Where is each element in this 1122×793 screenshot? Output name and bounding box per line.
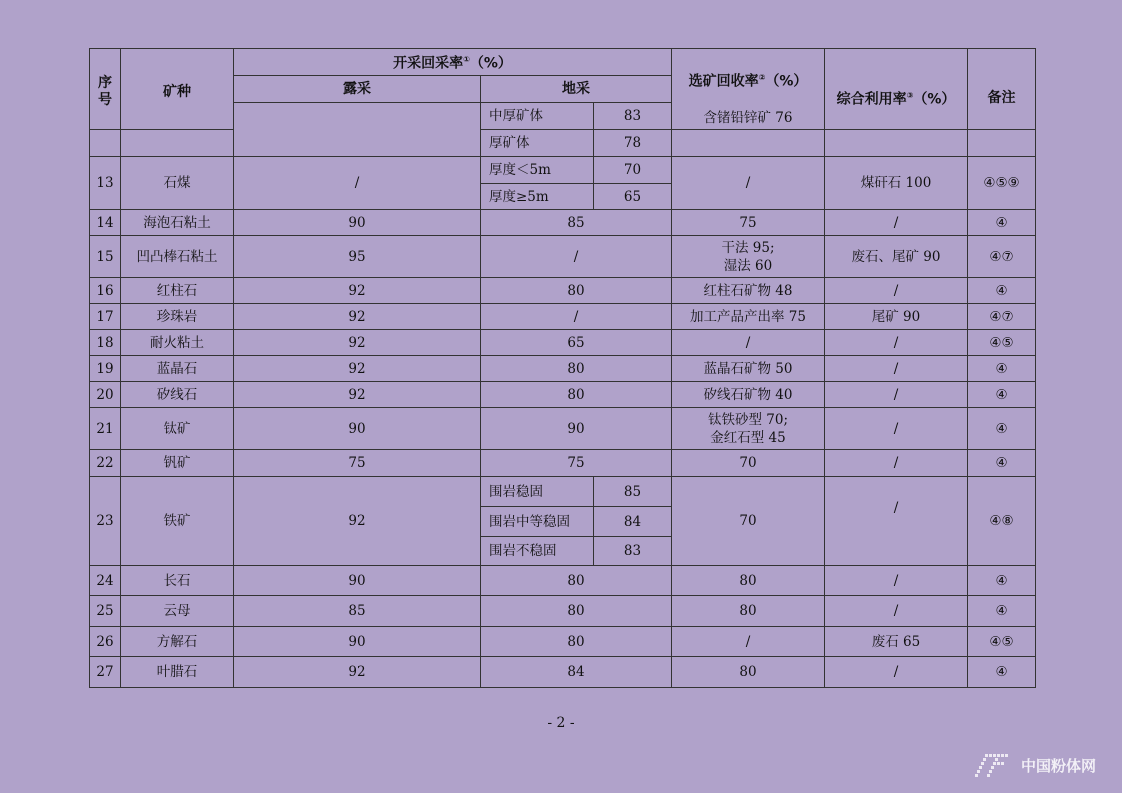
row25-note: ④: [968, 596, 1036, 627]
row17-open: 92: [234, 304, 481, 330]
header-underground: 地采: [481, 76, 672, 103]
cont-seq-empty: [90, 103, 121, 157]
table-row: [90, 210, 1036, 236]
header-comprehensive-label: 综合利用率: [836, 91, 907, 108]
row19-comp: /: [825, 356, 968, 382]
row25-under: 80: [481, 596, 672, 627]
row26-under: 80: [481, 627, 672, 657]
cont-dressing: 含锗铅锌矿 76: [703, 109, 793, 126]
row17-dressing: 加工产品产出率 75: [672, 304, 825, 330]
row19-under: 80: [481, 356, 672, 382]
cont-dressing-spacer: [672, 103, 825, 157]
row14-note: ④: [968, 210, 1036, 236]
row24-no: 24: [90, 566, 121, 596]
row15-under: /: [481, 236, 672, 278]
mineral-standards-body: [89, 102, 1036, 688]
header-mining-recovery-label: 开采回采率: [393, 55, 464, 72]
row25-open: 85: [234, 596, 481, 627]
row16-note: ④: [968, 278, 1036, 304]
row18-comp: /: [825, 330, 968, 356]
table-row: [90, 382, 1036, 408]
row21-comp: /: [825, 408, 968, 450]
row22-under: 75: [481, 450, 672, 477]
row14-comp: /: [825, 210, 968, 236]
table-row: [90, 356, 1036, 382]
row27-dressing: 80: [672, 657, 825, 688]
row25-dressing: 80: [672, 596, 825, 627]
row27-no: 27: [90, 657, 121, 688]
table-row: [90, 278, 1036, 304]
row27-name: 叶腊石: [121, 657, 234, 688]
row14-name: 海泡石粘土: [121, 210, 234, 236]
row26-no: 26: [90, 627, 121, 657]
cont-sub1-label: 中厚矿体: [481, 103, 594, 130]
row20-comp: /: [825, 382, 968, 408]
cont-sub2-label: 厚矿体: [481, 130, 594, 157]
row13-no: 13: [90, 157, 121, 210]
row20-no: 20: [90, 382, 121, 408]
header-mineral: 矿种: [121, 49, 234, 130]
row26-dressing: /: [672, 627, 825, 657]
table-row: [90, 330, 1036, 356]
row13-sub1-value: 70: [594, 157, 672, 184]
row18-dressing: /: [672, 330, 825, 356]
row17-note: ④⑦: [968, 304, 1036, 330]
row14-under: 85: [481, 210, 672, 236]
row17-no: 17: [90, 304, 121, 330]
row13-open: /: [234, 157, 481, 210]
row20-name: 矽线石: [121, 382, 234, 408]
row21-no: 21: [90, 408, 121, 450]
row22-note: ④: [968, 450, 1036, 477]
row13-note: ④⑤⑨: [968, 157, 1036, 210]
row16-name: 红柱石: [121, 278, 234, 304]
row19-note: ④: [968, 356, 1036, 382]
row21-name: 钛矿: [121, 408, 234, 450]
row18-no: 18: [90, 330, 121, 356]
row21-dressing-line2: 金红石型 45: [710, 429, 786, 446]
row26-comp: 废石 65: [825, 627, 968, 657]
row24-under: 80: [481, 566, 672, 596]
row18-under: 65: [481, 330, 672, 356]
table-row: [90, 477, 1036, 507]
row23-name: 铁矿: [121, 477, 234, 566]
row16-no: 16: [90, 278, 121, 304]
row20-open: 92: [234, 382, 481, 408]
header-dressing-label: 选矿回收率: [688, 73, 759, 90]
cont-sub1-value: 83: [594, 103, 672, 130]
header-comprehensive-unit: （%）: [913, 91, 956, 108]
row24-open: 90: [234, 566, 481, 596]
row20-note: ④: [968, 382, 1036, 408]
row13-comp: 煤矸石 100: [825, 157, 968, 210]
table-row: [90, 566, 1036, 596]
row23-dressing: 70: [672, 477, 825, 566]
row25-comp: /: [825, 596, 968, 627]
row27-comp: /: [825, 657, 968, 688]
cont-note-empty: [968, 103, 1036, 157]
table-row: [90, 236, 1036, 278]
row15-no: 15: [90, 236, 121, 278]
header-mining-unit: （%）: [469, 55, 512, 72]
row16-dressing: 红柱石矿物 48: [672, 278, 825, 304]
table-row: [90, 596, 1036, 627]
row21-under: 90: [481, 408, 672, 450]
row23-comp: /: [825, 477, 968, 566]
row15-dressing-line2: 湿法 60: [723, 257, 773, 274]
cont-comp-empty: [825, 103, 968, 157]
row23-sub3-value: 83: [594, 537, 672, 566]
row22-open: 75: [234, 450, 481, 477]
row25-no: 25: [90, 596, 121, 627]
row17-under: /: [481, 304, 672, 330]
row14-open: 90: [234, 210, 481, 236]
row23-sub1-value: 85: [594, 477, 672, 507]
header-open-pit: 露采: [234, 76, 481, 103]
row23-sub3-label: 围岩不稳固: [481, 537, 594, 566]
row17-comp: 尾矿 90: [825, 304, 968, 330]
row18-open: 92: [234, 330, 481, 356]
watermark-text: 中国粉体网: [1021, 756, 1097, 775]
row23-open: 92: [234, 477, 481, 566]
row20-dressing: 矽线石矿物 40: [672, 382, 825, 408]
row21-dressing-line1: 钛铁砂型 70;: [707, 411, 789, 428]
table-row: [90, 450, 1036, 477]
table-row: [90, 627, 1036, 657]
row23-note: ④⑧: [968, 477, 1036, 566]
row27-note: ④: [968, 657, 1036, 688]
header-mining-recovery: [234, 49, 672, 76]
table-row: [90, 657, 1036, 688]
cont-sub2-value: 78: [594, 130, 672, 157]
header-mining-recovery-sup: ①: [463, 55, 470, 65]
row22-dressing: 70: [672, 450, 825, 477]
header-remarks: 备注: [968, 49, 1036, 130]
row22-comp: /: [825, 450, 968, 477]
table-row: [90, 157, 1036, 184]
row22-no: 22: [90, 450, 121, 477]
row19-no: 19: [90, 356, 121, 382]
row23-sub2-label: 围岩中等稳固: [481, 507, 594, 537]
row16-open: 92: [234, 278, 481, 304]
row16-comp: /: [825, 278, 968, 304]
row26-open: 90: [234, 627, 481, 657]
row24-note: ④: [968, 566, 1036, 596]
row15-name: 凹凸棒石粘土: [121, 236, 234, 278]
table-row: [90, 408, 1036, 450]
row13-name: 石煤: [121, 157, 234, 210]
row15-note: ④⑦: [968, 236, 1036, 278]
page-number: - 2 -: [547, 715, 575, 731]
row19-dressing: 蓝晶石矿物 50: [672, 356, 825, 382]
header-dressing-sup: ②: [758, 73, 766, 83]
row21-note: ④: [968, 408, 1036, 450]
table-row: [90, 304, 1036, 330]
row14-no: 14: [90, 210, 121, 236]
row21-dressing: [672, 408, 825, 450]
row23-sub2-value: 84: [594, 507, 672, 537]
row26-note: ④⑤: [968, 627, 1036, 657]
header-dressing-unit: （%）: [765, 73, 808, 90]
row15-open: 95: [234, 236, 481, 278]
row13-sub1-label: 厚度＜5m: [481, 157, 594, 184]
row24-name: 长石: [121, 566, 234, 596]
row26-name: 方解石: [121, 627, 234, 657]
header-comprehensive-sup: ③: [906, 91, 914, 101]
row15-dressing: [672, 236, 825, 278]
row24-comp: /: [825, 566, 968, 596]
row27-under: 84: [481, 657, 672, 688]
row16-under: 80: [481, 278, 672, 304]
row18-name: 耐火粘土: [121, 330, 234, 356]
row19-open: 92: [234, 356, 481, 382]
row13-sub2-value: 65: [594, 184, 672, 210]
row14-dressing: 75: [672, 210, 825, 236]
cnpowder-logo-icon: [975, 752, 1017, 778]
row13-sub2-label: 厚度≥5m: [481, 184, 594, 210]
row15-dressing-line1: 干法 95;: [721, 239, 775, 256]
row15-comp: 废石、尾矿 90: [825, 236, 968, 278]
row17-name: 珍珠岩: [121, 304, 234, 330]
row20-under: 80: [481, 382, 672, 408]
row27-open: 92: [234, 657, 481, 688]
row18-note: ④⑤: [968, 330, 1036, 356]
row25-name: 云母: [121, 596, 234, 627]
cont-name-empty: [121, 103, 234, 157]
row21-open: 90: [234, 408, 481, 450]
row23-sub1-label: 围岩稳固: [481, 477, 594, 507]
watermark: [975, 752, 1096, 778]
cont-open-empty: [234, 103, 481, 157]
row22-name: 钒矿: [121, 450, 234, 477]
row24-dressing: 80: [672, 566, 825, 596]
row23-no: 23: [90, 477, 121, 566]
header-seq-text: 序号: [98, 75, 112, 108]
row19-name: 蓝晶石: [121, 356, 234, 382]
row13-dressing: /: [672, 157, 825, 210]
